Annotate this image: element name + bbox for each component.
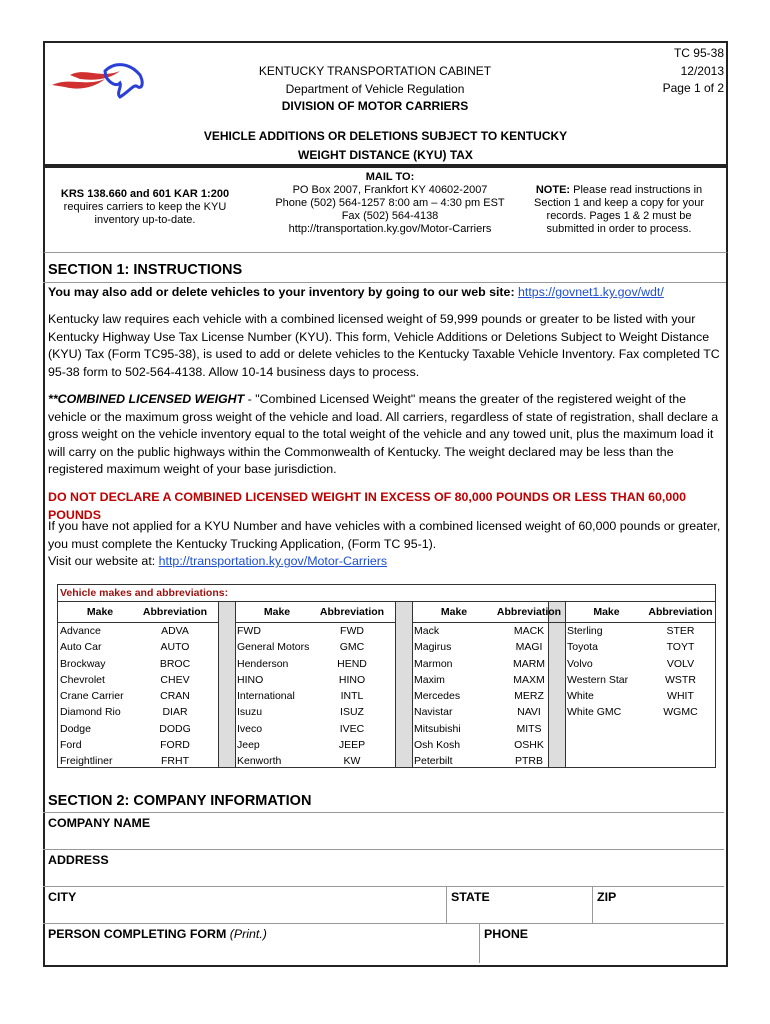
abbreviation-header: Abbreviation [319, 606, 385, 618]
address-label: ADDRESS [48, 853, 109, 867]
mail-fax: Fax (502) 564-4138 [341, 210, 439, 222]
make-group [412, 602, 572, 767]
abbreviation-header: Abbreviation [496, 606, 562, 618]
table-row [58, 639, 218, 655]
section2-heading: SECTION 2: COMPANY INFORMATION [48, 793, 312, 809]
abbreviation-cell: VOLV [666, 657, 695, 670]
zip-label: ZIP [597, 890, 617, 904]
make-cell: Iveco [237, 722, 263, 735]
visit-link[interactable]: http://transportation.ky.gov/Motor-Carriers [158, 554, 388, 568]
table-row [565, 672, 715, 688]
abbreviation-cell: FWD [340, 625, 364, 637]
abbreviation-header: Abbreviation [648, 606, 713, 618]
make-header: Make [440, 606, 468, 618]
instructions-paragraph-1: Kentucky law requires each vehicle with a combined licensed weight of 59,999 pounds or greater to be listed with your Kentucky Highway Use Tax License Number (KYU). This form, Vehicle Additions or Deletions Subject to Weight Distance (KYU) Tax (Form TC95-38), is used to add or delete vehicles to the Kentucky Taxable Vehicle Inventory. Fax completed TC 95-38 form to 502-564-4138. Allow 10-14 business days to process. [48, 312, 720, 379]
make-cell: Kenworth [237, 755, 282, 768]
city-field[interactable] [43, 887, 446, 924]
mail-to-label: MAIL TO: [365, 171, 415, 183]
table-row [565, 688, 715, 704]
abbreviation-cell: PTRB [514, 755, 543, 768]
make-cell: Auto Car [60, 641, 102, 654]
abbreviation-cell: STER [666, 625, 695, 637]
abbreviation-cell: CRAN [160, 690, 190, 703]
mail-phone: Phone (502) 564-1257 8:00 am – 4:30 pm EST [275, 197, 505, 209]
abbreviation-cell: FRHT [161, 755, 189, 768]
table-row [235, 688, 395, 704]
make-cell: Diamond Rio [60, 706, 121, 719]
make-cell: Peterbilt [414, 755, 453, 768]
person-completing-field[interactable] [43, 924, 479, 963]
make-group [565, 602, 715, 767]
abbreviation-cell: WSTR [665, 673, 696, 686]
make-cell: Mitsubishi [414, 722, 461, 735]
make-cell: Magirus [414, 641, 452, 654]
make-cell: Volvo [567, 657, 593, 670]
page-number: Page 1 of 2 [662, 81, 724, 95]
abbreviation-cell: DIAR [162, 706, 188, 719]
abbreviation-cell: IVEC [339, 722, 365, 735]
web-text: You may also add or delete vehicles to your inventory by going to our web site: [48, 285, 515, 299]
abbreviation-cell: BROC [159, 657, 191, 670]
weight-warning: DO NOT DECLARE A COMBINED LICENSED WEIGHT IN EXCESS OF 80,000 POUNDS OR LESS THAN 60,000 POUNDS [48, 490, 686, 522]
form-title-line2: WEIGHT DISTANCE (KYU) TAX [298, 148, 473, 162]
address-field[interactable] [43, 849, 724, 887]
table-row [58, 753, 218, 769]
table-row [58, 737, 218, 753]
department-name: Department of Vehicle Regulation [285, 81, 465, 96]
table-row [58, 721, 218, 737]
make-cell: Henderson [237, 657, 289, 670]
table-row [412, 688, 572, 704]
form-number: TC 95-38 [673, 46, 724, 60]
make-cell: Crane Carrier [60, 690, 124, 703]
abbreviation-cell: ADVA [161, 625, 189, 637]
make-cell: Osh Kosh [414, 739, 461, 752]
make-cell: Western Star [567, 673, 629, 686]
abbreviation-cell: GMC [339, 641, 365, 654]
abbreviation-cell: MERZ [514, 690, 544, 703]
make-cell: Brockway [60, 657, 106, 670]
make-cell: Sterling [567, 625, 603, 637]
form-header [43, 41, 728, 166]
make-cell: Mack [414, 625, 440, 637]
abbreviation-cell: MARM [512, 657, 546, 670]
visit-text: Visit our website at: [48, 554, 159, 568]
make-cell: White [567, 690, 594, 703]
clw-label: **COMBINED LICENSED WEIGHT [48, 392, 245, 406]
table-row [235, 753, 395, 769]
table-row [565, 639, 715, 655]
abbreviation-cell: HEND [337, 657, 367, 670]
abbreviation-header: Abbreviation [142, 606, 208, 618]
phone-label: PHONE [484, 927, 529, 941]
make-cell: Navistar [414, 706, 453, 719]
abbreviation-cell: OSHK [514, 739, 544, 752]
abbreviation-cell: JEEP [338, 739, 366, 752]
abbreviation-cell: WHIT [667, 690, 694, 703]
agency-name: KENTUCKY TRANSPORTATION CABINET [258, 64, 492, 78]
form-title-line1: VEHICLE ADDITIONS OR DELETIONS SUBJECT TO KENTUCKY [203, 129, 568, 143]
table-row [58, 623, 218, 639]
make-cell: Advance [60, 625, 101, 637]
make-cell: Toyota [567, 641, 598, 654]
person-label: PERSON COMPLETING FORM [48, 927, 227, 941]
abbreviation-cell: MAXM [513, 673, 545, 686]
make-cell: Freightliner [60, 755, 113, 768]
table-row [565, 704, 715, 720]
table-row [235, 639, 395, 655]
abbreviation-cell: TOYT [666, 641, 695, 654]
note-text: Please read instructions in Section 1 and keep a copy for your records. Pages 1 & 2 must be submitted in order to process. [534, 184, 704, 235]
info-box [43, 166, 728, 254]
make-cell: Chevrolet [60, 673, 105, 686]
mail-url: http://transportation.ky.gov/Motor-Carriers [288, 223, 492, 235]
state-field[interactable] [446, 887, 593, 924]
table-row [235, 656, 395, 672]
state-label: STATE [451, 890, 490, 904]
web-link[interactable]: https://govnet1.ky.gov/wdt/ [518, 285, 664, 299]
note-label: NOTE: [535, 184, 571, 196]
abbreviation-cell: NAVI [517, 706, 541, 719]
make-cell: Isuzu [237, 706, 263, 719]
section1-heading: SECTION 1: INSTRUCTIONS [48, 262, 243, 278]
form-date: 12/2013 [680, 63, 724, 78]
abbreviation-cell: MITS [516, 722, 542, 735]
table-row [235, 672, 395, 688]
table-row [412, 639, 572, 655]
table-row [412, 672, 572, 688]
table-row [235, 737, 395, 753]
table-row [412, 656, 572, 672]
table-row [565, 656, 715, 672]
table-row [565, 623, 715, 639]
table-row [58, 656, 218, 672]
abbreviation-cell: HINO [338, 673, 366, 686]
abbreviation-cell: MACK [513, 625, 545, 637]
make-cell: Ford [60, 739, 82, 752]
phone-field[interactable] [479, 924, 725, 963]
division-name: DIVISION OF MOTOR CARRIERS [281, 99, 469, 113]
company-information [43, 812, 726, 964]
make-cell: Marmon [414, 657, 453, 670]
make-group [58, 602, 218, 767]
table-row [412, 704, 572, 720]
abbreviation-cell: WGMC [663, 706, 698, 719]
zip-field[interactable] [592, 887, 725, 924]
make-cell: White GMC [567, 706, 622, 719]
abbreviation-cell: CHEV [160, 673, 190, 686]
make-header: Make [86, 606, 114, 618]
company-name-label: COMPANY NAME [48, 816, 151, 830]
make-cell: International [237, 690, 295, 703]
vehicle-makes-table [57, 584, 716, 768]
abbreviation-cell: DODG [159, 722, 191, 735]
make-cell: HINO [237, 673, 264, 686]
table-row [412, 753, 572, 769]
krs-text: requires carriers to keep the KYU inventory up-to-date. [63, 201, 227, 226]
abbreviation-cell: FORD [160, 739, 190, 752]
make-cell: Maxim [414, 673, 445, 686]
abbreviation-cell: AUTO [160, 641, 190, 654]
make-group [235, 602, 395, 767]
make-cell: Jeep [237, 739, 260, 752]
table-caption: Vehicle makes and abbreviations: [58, 585, 715, 602]
make-cell: FWD [237, 625, 261, 637]
instructions-paragraph-3: If you have not applied for a KYU Number and have vehicles with a combined licensed weight of 60,000 pounds or greater, you must complete the Kentucky Trucking Application, (Form TC 95-1). [48, 519, 721, 551]
instructions-paragraph-2: - "Combined Licensed Weight" means the greater of the registered weight of the vehicle or the maximum gross weight of the vehicle and load. All carriers, regardless of state of registration, shall declare a gross weight on the vehicle inventory equal to the total weight of the vehicle and any towed unit, plus the maximum load it will carry on the public highways within the Commonwealth of Kentucky. The weight declared may be less than the registered maximum weight of your base jurisdiction. [48, 392, 719, 476]
krs-reference: KRS 138.660 and 601 KAR 1:200 [60, 188, 230, 200]
company-name-field[interactable] [43, 812, 724, 850]
table-row [412, 623, 572, 639]
make-cell: Dodge [60, 722, 91, 735]
table-row [58, 704, 218, 720]
abbreviation-cell: INTL [340, 690, 364, 703]
table-row [412, 737, 572, 753]
make-cell: Mercedes [414, 690, 461, 703]
abbreviation-cell: KW [343, 755, 361, 768]
mail-address: PO Box 2007, Frankfort KY 40602-2007 [292, 184, 488, 196]
table-row [235, 623, 395, 639]
abbreviation-cell: ISUZ [340, 706, 364, 719]
person-hint: (Print.) [229, 927, 267, 941]
table-row [412, 721, 572, 737]
make-header: Make [263, 606, 291, 618]
city-label: CITY [48, 890, 77, 904]
table-row [235, 704, 395, 720]
table-row [58, 688, 218, 704]
table-row [58, 672, 218, 688]
make-cell: General Motors [237, 641, 310, 654]
abbreviation-cell: MAGI [515, 641, 543, 654]
table-row [235, 721, 395, 737]
make-header: Make [593, 606, 620, 618]
kentucky-logo-icon [50, 57, 145, 105]
